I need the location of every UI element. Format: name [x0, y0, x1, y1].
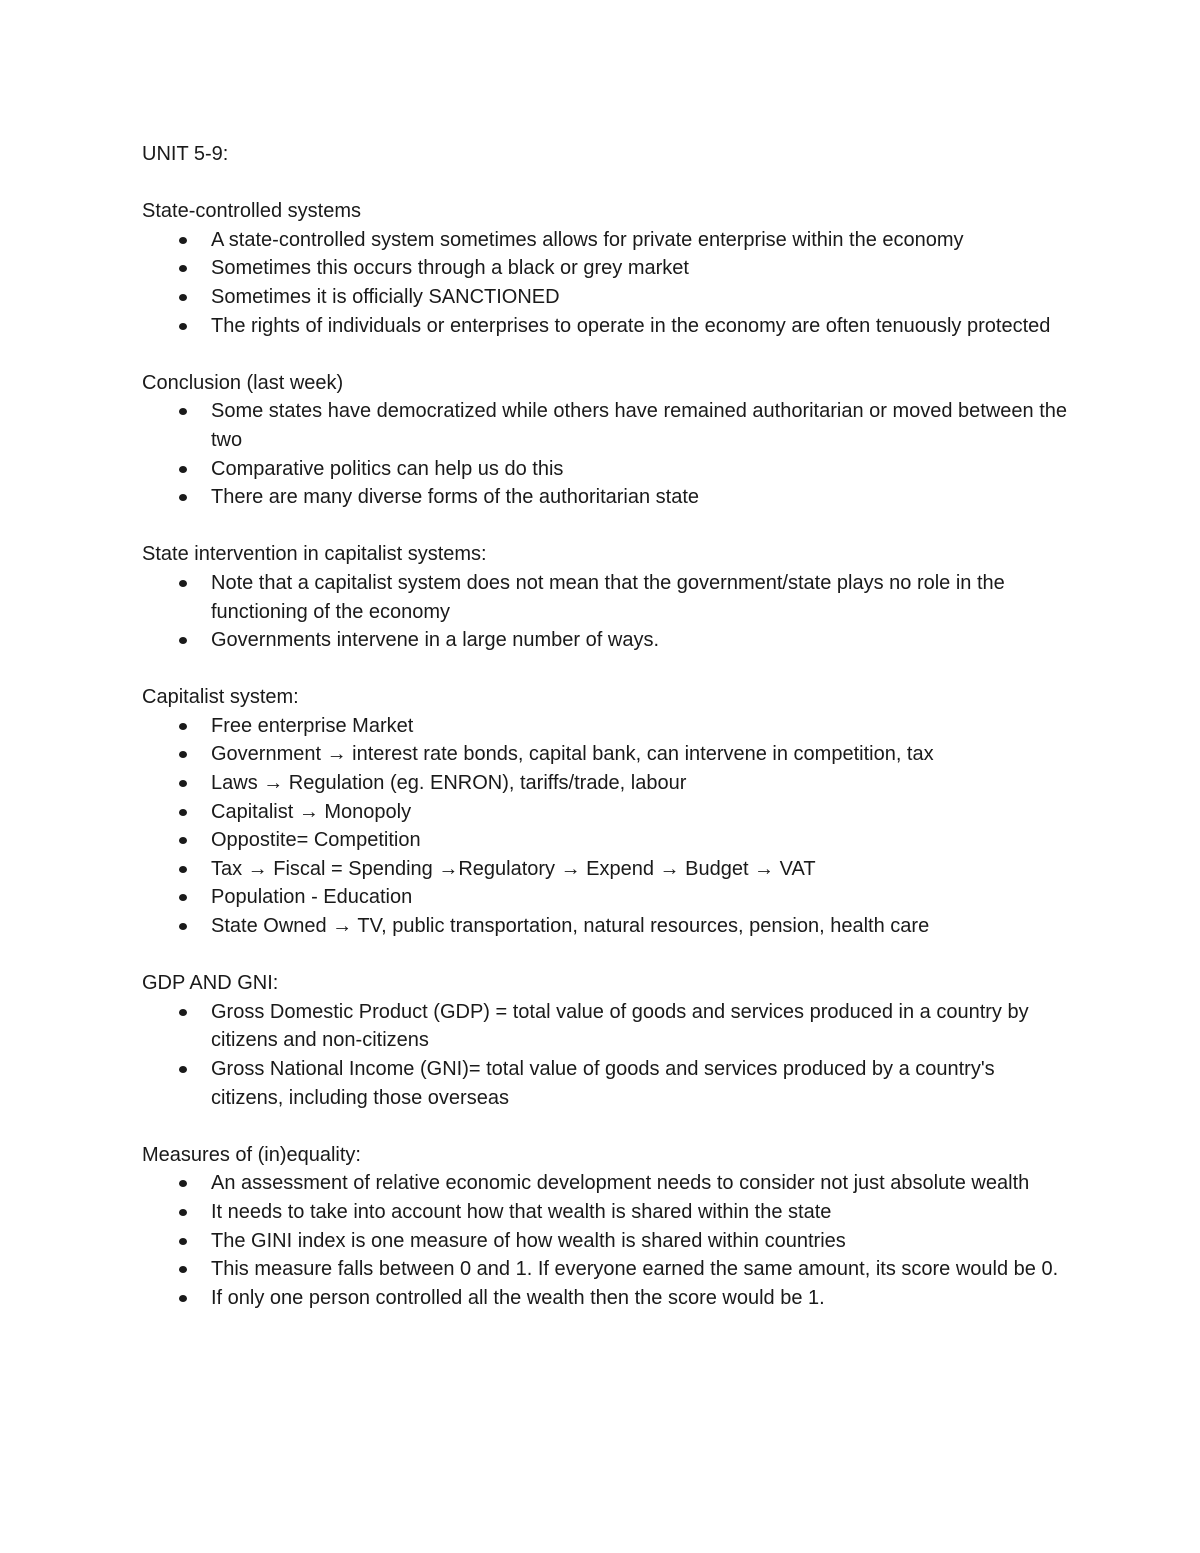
bullet-item: A state-controlled system sometimes allows for private enterprise within the economy	[142, 226, 1072, 255]
bullet-list	[142, 712, 1072, 941]
bullet-item: Laws → Regulation (eg. ENRON), tariffs/trade, labour	[142, 769, 1072, 798]
section-inequality	[142, 1141, 1072, 1313]
bullet-item: State Owned → TV, public transportation, natural resources, pension, health care	[142, 912, 1072, 941]
document-page	[142, 140, 1072, 1341]
bullet-list	[142, 397, 1072, 511]
bullet-item: There are many diverse forms of the authoritarian state	[142, 483, 1072, 512]
section-heading: State intervention in capitalist systems:	[142, 543, 487, 566]
bullet-item: Government → interest rate bonds, capital bank, can intervene in competition, tax	[142, 740, 1072, 769]
bullet-item: Sometimes this occurs through a black or grey market	[142, 254, 1072, 283]
section-heading: Capitalist system:	[142, 686, 299, 709]
bullet-list	[142, 569, 1072, 655]
bullet-item: Comparative politics can help us do this	[142, 455, 1072, 484]
section-state-controlled	[142, 197, 1072, 340]
section-heading: GDP AND GNI:	[142, 972, 279, 995]
bullet-item: Governments intervene in a large number of ways.	[142, 626, 1072, 655]
section-heading: Conclusion (last week)	[142, 371, 344, 394]
document-title: UNIT 5-9:	[142, 143, 229, 165]
section-heading: Measures of (in)equality:	[142, 1143, 361, 1166]
bullet-item: Capitalist → Monopoly	[142, 798, 1072, 827]
bullet-item: Some states have democratized while others have remained authoritarian or moved between the two	[142, 397, 1072, 454]
bullet-item: If only one person controlled all the wealth then the score would be 1.	[142, 1284, 1072, 1313]
bullet-item: The rights of individuals or enterprises to operate in the economy are often tenuously protected	[142, 312, 1072, 341]
bullet-item: Population - Education	[142, 883, 1072, 912]
section-gdp-gni	[142, 969, 1072, 1112]
section-conclusion	[142, 369, 1072, 512]
bullet-item: The GINI index is one measure of how wealth is shared within countries	[142, 1227, 1072, 1256]
bullet-item: This measure falls between 0 and 1. If everyone earned the same amount, its score would be 0.	[142, 1255, 1072, 1284]
bullet-list	[142, 998, 1072, 1112]
section-state-intervention	[142, 540, 1072, 654]
bullet-item: Free enterprise Market	[142, 712, 1072, 741]
bullet-list	[142, 1169, 1072, 1312]
bullet-item: Gross Domestic Product (GDP) = total value of goods and services produced in a country by citizens and non-citizens	[142, 998, 1072, 1055]
bullet-list	[142, 226, 1072, 340]
section-heading: State-controlled systems	[142, 200, 361, 223]
bullet-item: Tax → Fiscal = Spending →Regulatory → Expend → Budget → VAT	[142, 855, 1072, 884]
bullet-item: An assessment of relative economic development needs to consider not just absolute wealth	[142, 1169, 1072, 1198]
bullet-item: Sometimes it is officially SANCTIONED	[142, 283, 1072, 312]
section-capitalist-system	[142, 683, 1072, 940]
bullet-item: It needs to take into account how that wealth is shared within the state	[142, 1198, 1072, 1227]
bullet-item: Note that a capitalist system does not mean that the government/state plays no role in the functioning of the economy	[142, 569, 1072, 626]
bullet-item: Gross National Income (GNI)= total value of goods and services produced by a country's citizens, including those overseas	[142, 1055, 1072, 1112]
bullet-item: Oppostite= Competition	[142, 826, 1072, 855]
